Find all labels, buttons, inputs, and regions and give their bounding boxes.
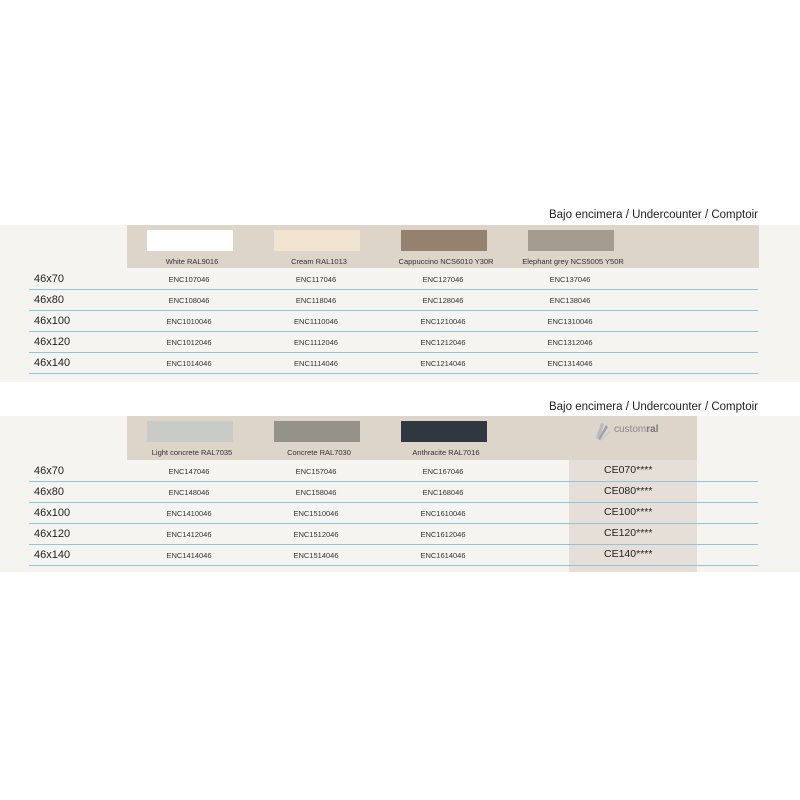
swatch-color [401, 421, 487, 442]
product-code: ENC118046 [295, 296, 337, 305]
product-code: ENC108046 [168, 296, 210, 305]
product-code: ENC1310046 [547, 317, 593, 326]
logo-prefix: custom [614, 424, 647, 435]
product-code: ENC117046 [295, 275, 337, 284]
size-label: 46x100 [34, 507, 71, 519]
swatch-color [274, 421, 360, 442]
swatch-color [401, 230, 487, 251]
size-label: 46x140 [34, 549, 71, 561]
section-1-title: Bajo encimera / Undercounter / Comptoir [548, 209, 758, 221]
custom-code: CE140**** [604, 548, 653, 560]
product-code: ENC1510046 [293, 509, 339, 518]
custom-ral-logo-text [614, 424, 658, 435]
table-row [0, 311, 759, 332]
size-label: 46x70 [34, 273, 64, 285]
section-1-panel [0, 225, 800, 382]
product-code: ENC168046 [422, 488, 464, 497]
section-1-header-band [127, 225, 759, 268]
product-code: ENC1114046 [294, 359, 338, 368]
product-code: ENC128046 [422, 296, 464, 305]
table-row [0, 545, 759, 566]
size-label: 46x120 [34, 528, 71, 540]
swatch-label: Elephant grey NCS5005 Y50R [522, 257, 624, 266]
custom-code: CE120**** [604, 527, 653, 539]
size-label: 46x70 [34, 465, 64, 477]
product-code: ENC107046 [168, 275, 210, 284]
swatch-label: White RAL9016 [165, 257, 219, 266]
swatch-color [528, 230, 614, 251]
product-code: ENC1412046 [166, 530, 212, 539]
swatch-label: Anthracite RAL7016 [412, 448, 480, 457]
swatch-label: Concrete RAL7030 [287, 448, 351, 457]
section-2-title: Bajo encimera / Undercounter / Comptoir [548, 401, 758, 413]
table-row [0, 482, 759, 503]
swatch-color [274, 230, 360, 251]
swatch-label: Cream RAL1013 [291, 257, 347, 266]
product-code: ENC1614046 [420, 551, 466, 560]
product-code: ENC1210046 [420, 317, 466, 326]
table-row [0, 269, 759, 290]
swatch-color [147, 421, 233, 442]
row-divider [29, 373, 758, 374]
size-label: 46x80 [34, 294, 64, 306]
size-label: 46x80 [34, 486, 64, 498]
size-label: 46x120 [34, 336, 71, 348]
size-label: 46x100 [34, 315, 71, 327]
table-row [0, 503, 759, 524]
product-code: ENC1214046 [420, 359, 466, 368]
product-code: ENC148046 [168, 488, 210, 497]
product-code: ENC1312046 [547, 338, 593, 347]
custom-ral-logo [592, 420, 672, 440]
product-code: ENC137046 [549, 275, 591, 284]
size-label: 46x140 [34, 357, 71, 369]
product-code: ENC1010046 [166, 317, 212, 326]
custom-code: CE080**** [604, 485, 653, 497]
product-code: ENC158046 [295, 488, 337, 497]
product-code: ENC1012046 [166, 338, 212, 347]
table-row [0, 290, 759, 311]
table-row [0, 353, 759, 374]
custom-code: CE070**** [604, 464, 653, 476]
custom-code: CE100**** [604, 506, 653, 518]
product-code: ENC1514046 [293, 551, 339, 560]
swatch-label: Light concrete RAL7035 [151, 448, 233, 457]
table-row [0, 332, 759, 353]
swatch-label: Cappuccino NCS6010 Y30R [398, 257, 494, 266]
section-2-panel [0, 416, 800, 572]
product-code: ENC147046 [168, 467, 210, 476]
table-row [0, 461, 759, 482]
swatch-color [147, 230, 233, 251]
product-code: ENC1612046 [420, 530, 466, 539]
product-code: ENC167046 [422, 467, 464, 476]
product-code: ENC1314046 [547, 359, 593, 368]
product-code: ENC1014046 [166, 359, 212, 368]
product-code: ENC1112046 [294, 338, 338, 347]
product-code: ENC1110046 [294, 317, 338, 326]
table-row [0, 524, 759, 545]
product-code: ENC1410046 [166, 509, 212, 518]
product-code: ENC157046 [295, 467, 337, 476]
product-code: ENC1414046 [166, 551, 212, 560]
row-divider [29, 565, 758, 566]
product-code: ENC1212046 [420, 338, 466, 347]
section-2-header-band [127, 416, 569, 460]
color-fan-icon [592, 420, 614, 442]
product-code: ENC138046 [549, 296, 591, 305]
product-code: ENC1610046 [420, 509, 466, 518]
product-code: ENC127046 [422, 275, 464, 284]
logo-suffix: ral [646, 424, 659, 435]
product-code: ENC1512046 [293, 530, 339, 539]
